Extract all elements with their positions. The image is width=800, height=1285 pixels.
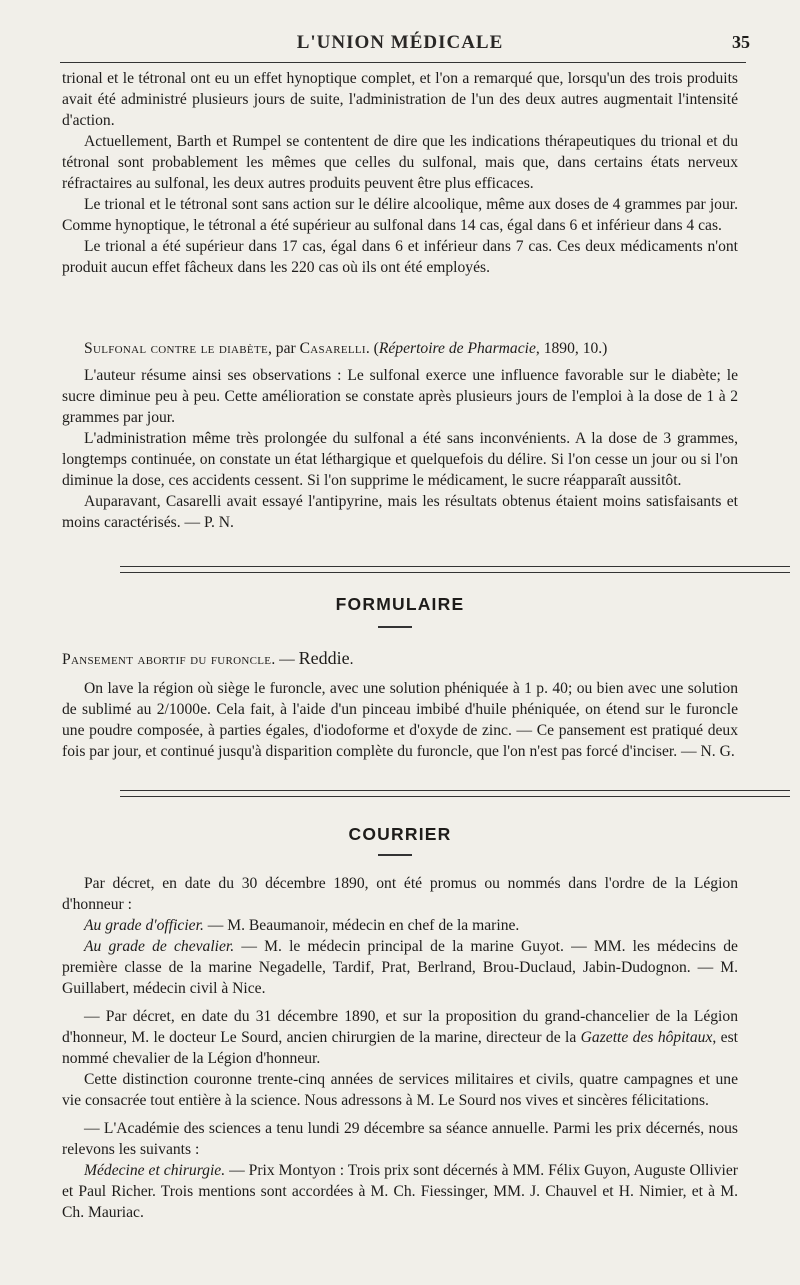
article-title-by: , par xyxy=(267,340,300,357)
section-trional-tetronal xyxy=(62,68,738,278)
paragraph: Auparavant, Casarelli avait essayé l'antipyrine, mais les résultats obtenus étaient moins satisfaisants et moins caractérisés. — P. N. xyxy=(62,493,738,531)
section-sulfonal-diabete xyxy=(62,338,738,533)
paragraph-officier xyxy=(62,915,738,936)
section-formulaire xyxy=(62,648,738,762)
section-divider xyxy=(120,790,790,797)
text-before: — Par décret, en date du 31 décembre 1890, et sur la proposition du grand-chancelier de la Légion d'honneur, M. le docteur Le Sourd, ancien chirurgien de la marine, directeur de la xyxy=(62,1008,738,1046)
paragraph: Le trional et le tétronal sont sans action sur le délire alcoolique, même aux doses de 4 grammes par jour. Comme hynoptique, le tétronal a été supérieur au sulfonal dans 14 cas, égal dans 6 et inférieur dans 4 cas. xyxy=(62,196,738,234)
text-after: , est nommé chevalier de la Légion d'honneur. xyxy=(62,1029,739,1067)
grade-text: — M. Beaumanoir, médecin en chef de la marine. xyxy=(203,917,520,934)
prize-category: Médecine et chirurgie. xyxy=(84,1162,226,1179)
formula-title-text: Pansement abortif du furoncle xyxy=(62,651,272,668)
article-ref-open: . ( xyxy=(365,340,379,357)
paragraph: Actuellement, Barth et Rumpel se contentent de dire que les indications thérapeutiques du trional et du tétronal sont probablement les mêmes que celles du sulfonal, mais que, dans certains états nerveux réfractaires au sulfonal, les deux autres produits peuvent être plus efficaces. xyxy=(62,133,738,192)
paragraph: Par décret, en date du 30 décembre 1890, ont été promus ou nommés dans l'ordre de la Légion d'honneur : xyxy=(62,875,738,913)
header-rule xyxy=(60,62,746,63)
formula-title-end: . xyxy=(349,651,354,668)
article-author: Casarelli xyxy=(299,340,366,357)
paragraph: trional et le tétronal ont eu un effet hynoptique complet, et l'on a remarqué que, lorsqu'un des trois produits avait été administré plusieurs jours de suite, l'administration de l'un des deux autres augmentait l'intensité d'action. xyxy=(62,70,738,129)
paragraph: On lave la région où siège le furoncle, avec une solution phéniquée à 1 p. 40; ou bien avec une solution de sublimé au 2/1000e. Cela fait, à l'aide d'un pinceau imbibé d'huile phéniquée, on étend sur le furoncle une poudre composée, à parties égales, d'iodoforme et d'oxyde de zinc. — Ce pansement est pratiqué deux fois par jour, et continué jusqu'à disparition complète du furoncle, que l'on n'est pas forcé d'inciser. — N. G. xyxy=(62,680,738,760)
article-title-text: Sulfonal contre le diabète xyxy=(84,340,268,357)
paragraph-chevalier xyxy=(62,936,738,999)
formulaire-heading: FORMULAIRE xyxy=(335,594,465,614)
paragraph: Cette distinction couronne trente-cinq années de services militaires et civils, quatre campagnes et une vie consacrée tout entière à la science. Nous adressons à M. Le Sourd nos vives et sincères félicitations. xyxy=(62,1071,738,1109)
prize-text: — Prix Montyon : Trois prix sont décernés à MM. Félix Guyon, Auguste Ollivier et Paul Richer. Trois mentions sont accordées à M. Ch. Fiessinger, MM. J. Chauvel et H. Nimier, et à M. Ch. Mauriac. xyxy=(62,1162,738,1221)
grade-label: Au grade d'officier. xyxy=(84,917,204,934)
courrier-heading: COURRIER xyxy=(348,824,452,844)
heading-underline xyxy=(378,626,412,628)
section-divider xyxy=(120,566,790,573)
formula-author: Reddie xyxy=(298,648,350,668)
paragraph: — L'Académie des sciences a tenu lundi 29 décembre sa séance annuelle. Parmi les prix décernés, nous relevons les suivants : xyxy=(62,1120,738,1158)
formula-title-dash: . — xyxy=(271,651,299,668)
journal-title: L'UNION MÉDICALE xyxy=(296,32,504,53)
paragraph-le-sourd xyxy=(62,1006,738,1069)
grade-label: Au grade de chevalier. xyxy=(84,938,235,955)
paragraph-prix xyxy=(62,1160,738,1223)
journal-name: Gazette des hôpitaux xyxy=(580,1029,713,1046)
formula-title xyxy=(62,648,738,670)
heading-underline xyxy=(378,854,412,856)
paragraph: L'auteur résume ainsi ses observations : Le sulfonal exerce une influence favorable sur le diabète; le sucre diminue peu à peu. Cette amélioration se constate après plusieurs jours de l'emploi à la dose de 1 à 2 grammes par jour. xyxy=(62,367,738,426)
paragraph: L'administration même très prolongée du sulfonal a été sans inconvénients. A la dose de 3 grammes, longtemps continuée, on constate un état léthargique et quelquefois du délire. Si l'on cesse un jour ou si l'on diminue la dose, ces accidents cessent. Si l'on supprime le médicament, le sucre réapparaît aussitôt. xyxy=(62,430,738,489)
running-head xyxy=(0,30,800,58)
article-ref-close: , 1890, 10.) xyxy=(535,340,608,357)
article-title xyxy=(62,338,738,359)
page-number: 35 xyxy=(732,32,750,52)
grade-text: — M. le médecin principal de la marine Guyot. — MM. les médecins de première classe de la marine Negadelle, Tardif, Prat, Berlrand, Brou-Duclaud, Jabin-Dudognon. — M. Guillabert, médecin civil à Nice. xyxy=(62,938,738,997)
paragraph: Le trional a été supérieur dans 17 cas, égal dans 6 et inférieur dans 7 cas. Ces deux médicaments n'ont produit aucun effet fâcheux dans les 220 cas où ils ont été employés. xyxy=(62,238,738,276)
article-source: Répertoire de Pharmacie xyxy=(378,340,536,357)
section-courrier xyxy=(62,873,738,1223)
